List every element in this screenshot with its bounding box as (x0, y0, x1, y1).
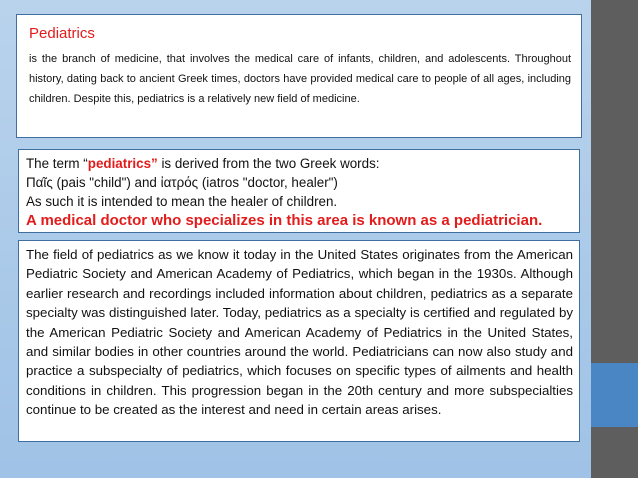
term-highlight: pediatrics” (87, 156, 158, 171)
definition-text: is the branch of medicine, that involves the medical care of infants, children, and adolescents. Throughout history, dating back to ancient Greek times, doctors have provided medical care to people of all ages, including children. Despite this, pediatrics is a relatively new field of medicine. (29, 53, 571, 105)
term-prefix: The term “ (26, 156, 88, 171)
history-box (18, 240, 580, 442)
definition-box (16, 14, 582, 138)
pediatrics-title: Pediatrics (29, 25, 95, 42)
side-accent-block (591, 363, 638, 427)
etymology-box (18, 149, 580, 233)
pediatrician-line: A medical doctor who specializes in this area is known as a pediatrician. (26, 212, 543, 229)
history-text: The field of pediatrics as we know it today in the United States originates from the American Pediatric Society and American Academy of Pediatrics, which began in the 1930s. Although earlier research and recordings included information about children, pediatrics as a separate specialty was distinguished later. Today, pediatrics as a specialty is certified and regulated by the American Pediatric Society and American Academy of Pediatrics in the United States, and similar bodies in other countries around the world. Pediatricians can now also study and practice a subspecialty of pediatrics, which focuses on specific types of ailments and health conditions in children. This progression began in the 20th century and more subspecialties continue to be created as the interest and need in certain areas arises. (26, 247, 573, 418)
term-suffix: is derived from the two Greek words: (157, 156, 380, 171)
greek-words-line: Παῖς (pais "child") and ἰατρός (iatros "doctor, healer") (26, 175, 338, 190)
etymology-line-1 (26, 154, 573, 173)
meaning-line: As such it is intended to mean the healer of children. (26, 194, 338, 209)
